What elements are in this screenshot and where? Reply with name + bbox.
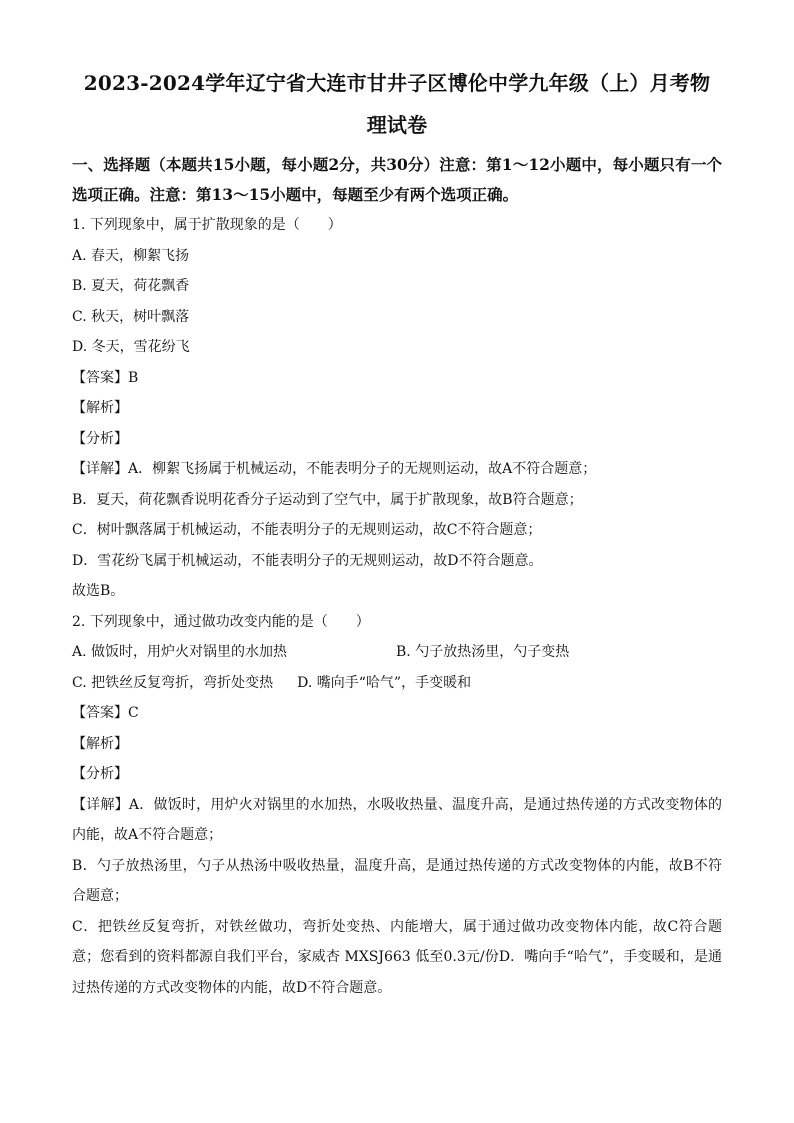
q1-detail-b: B．夏天，荷花飘香说明花香分子运动到了空气中，属于扩散现象，故B符合题意； xyxy=(72,491,583,508)
q1-answer-value: B xyxy=(128,369,139,386)
q1-detail-c: C．树叶飘落属于机械运动，不能表明分子的无规则运动，故C不符合题意； xyxy=(72,522,542,538)
q1-detail-d: D．雪花纷飞属于机械运动，不能表明分子的无规则运动，故D不符合题意。 xyxy=(72,552,543,569)
q1-fenxi: 【分析】 xyxy=(72,430,128,447)
q2-option-b: B. 勺子放热汤里，勺子变热 xyxy=(396,644,570,660)
q1-answer-tag: 【答案】 xyxy=(72,369,128,386)
q2-options-row-2 xyxy=(72,668,722,699)
q2-detail-d: D．嘴向手“哈气”，手变暖和，是通过热传递的方式改变物体的内能，故D不符合题意。 xyxy=(72,949,722,996)
q2-detail-a-text: A．做饭时，用炉火对锅里的水加热，水吸收热量、温度升高，是通过热传递的方式改变物体的内能，故A不符合题意； xyxy=(72,796,723,843)
q2-answer-value: C xyxy=(128,705,139,721)
q2-options-row-1 xyxy=(72,637,722,668)
q2-detail-b: B．勺子放热汤里，勺子从热汤中吸收热量，温度升高，是通过热传递的方式改变物体的内能，故B不符合题意； xyxy=(72,857,722,904)
q2-detail-c: C．把铁丝反复弯折，对铁丝做功，弯折处变热、内能增大，属于通过做功改变物体内能，故C符合题意； xyxy=(72,918,722,965)
q1-stem: 1. 下列现象中，属于扩散现象的是（ ） xyxy=(72,217,342,233)
q1-option-d: D. 冬天，雪花纷飞 xyxy=(72,339,190,355)
document-title-line2: 理试卷 xyxy=(366,113,428,137)
q2-answer-tag: 【答案】 xyxy=(72,705,128,721)
q1-option-b: B. 夏天，荷花飘香 xyxy=(72,278,190,294)
document-title-line1: 2023-2024学年辽宁省大连市甘井子区博伦中学九年级（上）月考物 xyxy=(83,71,711,95)
q1-jiexi: 【解析】 xyxy=(72,400,128,416)
q2-jiexi: 【解析】 xyxy=(72,735,128,752)
q2-stem: 2. 下列现象中，通过做功改变内能的是（ ） xyxy=(72,613,370,630)
q2-detail-a xyxy=(72,790,722,851)
q2-fenxi: 【分析】 xyxy=(72,766,128,782)
q2-option-a: A. 做饭时，用炉火对锅里的水加热 xyxy=(72,644,288,660)
q1-option-c: C. 秋天，树叶飘落 xyxy=(72,308,190,325)
q1-detail-a xyxy=(72,454,722,485)
q2-option-d: D. 嘴向手“哈气”，手变暖和 xyxy=(297,674,472,691)
q1-detail-a-text: A．柳絮飞扬属于机械运动，不能表明分子的无规则运动，故A不符合题意； xyxy=(128,461,597,477)
q2-option-c: C. 把铁丝反复弯折，弯折处变热 xyxy=(72,674,274,691)
section-heading: 一、选择题（本题共15小题，每小题2分，共30分）注意：第1～12小题中，每小题只有一个选项正确。注意：第13～15小题中，每题至少有两个选项正确。 xyxy=(72,155,722,204)
watermark-text: 您看到的资料都源自我们平台，家威杏 MXSJ663 低至0.3元/份 xyxy=(100,949,499,965)
q2-answer xyxy=(72,698,722,729)
q1-option-a: A. 春天，柳絮飞扬 xyxy=(72,247,190,264)
q2-detail-c-block xyxy=(72,912,722,1004)
q2-xiangjie-tag: 【详解】 xyxy=(72,796,129,813)
q1-answer xyxy=(72,363,722,394)
q1-xiangjie-tag: 【详解】 xyxy=(72,461,128,477)
q1-conclusion: 故选B。 xyxy=(72,583,125,599)
